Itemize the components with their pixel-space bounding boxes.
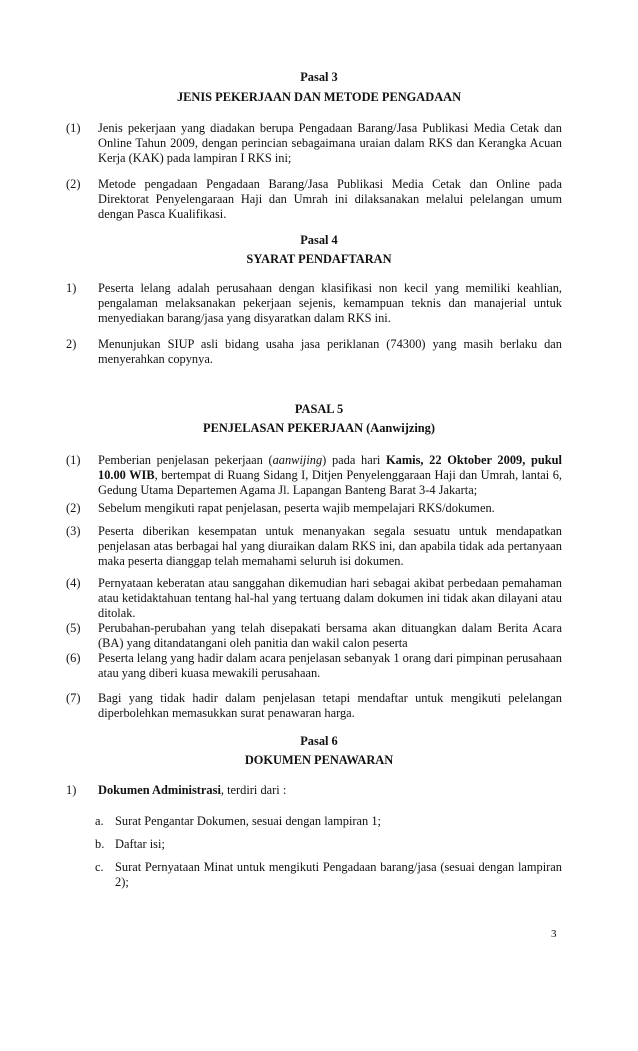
pasal-5-label: PASAL 5 xyxy=(294,402,344,416)
item-number: 1) xyxy=(66,281,77,295)
subitem-letter: a. xyxy=(95,814,104,828)
pasal-5-item-1 xyxy=(66,453,562,499)
item-text: Jenis pekerjaan yang diadakan berupa Pengadaan Barang/Jasa Publikasi Media Cetak dan Online Tahun 2009, dengan perincian sebagaimana uraian dalam RKS dan Kerangka Acuan Kerja (KAK) pada lampiran I RKS ini; xyxy=(98,121,562,166)
item-number: (6) xyxy=(66,651,81,665)
item-number: 1) xyxy=(66,783,77,797)
item-number: 2) xyxy=(66,337,77,351)
pasal-6-subitem-c xyxy=(95,860,562,890)
item-text: Pemberian penjelasan pekerjaan (aanwijing) pada hari Kamis, 22 Oktober 2009, pukul 10.00 WIB, bertempat di Ruang Sidang I, Ditjen Penyelenggaraan Haji dan Umrah, lantai 6, Gedung Utama Departemen Agama Jl. Lapangan Banteng Barat 3-4 Jakarta; xyxy=(98,453,562,498)
pasal-4-label: Pasal 4 xyxy=(300,233,338,247)
pasal-3-label: Pasal 3 xyxy=(300,70,338,84)
item-text: Dokumen Administrasi, terdiri dari : xyxy=(98,783,287,797)
pasal-5-item-5 xyxy=(66,621,562,651)
item-number: (5) xyxy=(66,621,81,635)
item-text: Peserta lelang adalah perusahaan dengan klasifikasi non kecil yang memiliki keahlian, pengalaman melaksanakan pekerjaan sejenis, kemampuan teknis dan manajerial untuk menyediakan barang/jasa yang disyaratkan dalam RKS ini. xyxy=(98,281,562,326)
page-number: 3 xyxy=(551,928,557,940)
item-text: Peserta diberikan kesempatan untuk menanyakan segala sesuatu untuk mendapatkan penjelasan atas berbagai hal yang diuraikan dalam RKS ini, dan apabila tidak ada pertanyaan maka peserta dianggap telah memahami seluruh isi dokumen. xyxy=(98,524,562,569)
item-text: Pernyataan keberatan atau sanggahan dikemudian hari sebagai akibat perbedaan pemahaman atau ketidaktahuan tentang hal-hal yang tertuang dalam dokumen ini tidak akan dilayani atau ditolak. xyxy=(98,576,562,621)
pasal-4-item-1 xyxy=(66,281,562,327)
pasal-6-label: Pasal 6 xyxy=(300,734,338,748)
item-number: (2) xyxy=(66,501,81,515)
pasal-5-title: PENJELASAN PEKERJAAN (Aanwijzing) xyxy=(203,421,435,435)
pasal-3-title: JENIS PEKERJAAN DAN METODE PENGADAAN xyxy=(176,90,462,104)
subitem-text: Surat Pengantar Dokumen, sesuai dengan lampiran 1; xyxy=(115,814,381,828)
subitem-text: Daftar isi; xyxy=(115,837,165,851)
subitem-letter: b. xyxy=(95,837,105,851)
item-number: (4) xyxy=(66,576,81,590)
item-text: Bagi yang tidak hadir dalam penjelasan tetapi mendaftar untuk mengikuti pelelangan diperbolehkan memasukkan surat penawaran harga. xyxy=(98,691,562,721)
item-number: (2) xyxy=(66,177,81,191)
pasal-5-item-6 xyxy=(66,651,562,681)
item-text: Sebelum mengikuti rapat penjelasan, peserta wajib mempelajari RKS/dokumen. xyxy=(98,501,495,515)
pasal-6-subitem-a xyxy=(95,814,562,829)
pasal-5-item-7 xyxy=(66,691,562,721)
subitem-letter: c. xyxy=(95,860,104,874)
item-number: (3) xyxy=(66,524,81,538)
item-text: Peserta lelang yang hadir dalam acara penjelasan sebanyak 1 orang dari pimpinan perusahaan atau yang diberi kuasa mewakili perusahaan. xyxy=(98,651,562,681)
item-text: Perubahan-perubahan yang telah disepakati bersama akan dituangkan dalam Berita Acara (BA) yang ditandatangani oleh panitia dan wakil calon peserta xyxy=(98,621,562,651)
pasal-4-item-2 xyxy=(66,337,562,367)
pasal-6-item-1 xyxy=(66,783,562,798)
pasal-6-title: DOKUMEN PENAWARAN xyxy=(244,753,394,767)
pasal-4-title: SYARAT PENDAFTARAN xyxy=(246,252,392,266)
pasal-5-item-4 xyxy=(66,576,562,622)
item-number: (1) xyxy=(66,121,81,135)
pasal-6-subitem-b xyxy=(95,837,562,852)
pasal-5-item-3 xyxy=(66,524,562,570)
subitem-text: Surat Pernyataan Minat untuk mengikuti Pengadaan barang/jasa (sesuai dengan lampiran 2); xyxy=(115,860,562,890)
pasal-5-item-2 xyxy=(66,501,562,516)
pasal-3-item-2 xyxy=(66,177,562,223)
item-number: (7) xyxy=(66,691,81,705)
item-number: (1) xyxy=(66,453,81,467)
item-text: Menunjukan SIUP asli bidang usaha jasa periklanan (74300) yang masih berlaku dan menyerahkan copynya. xyxy=(98,337,562,367)
item-text: Metode pengadaan Pengadaan Barang/Jasa Publikasi Media Cetak dan Online pada Direktorat Penyelengaraan Haji dan Umrah ini dilaksanakan melalui pelelangan umum dengan Pasca Kualifikasi. xyxy=(98,177,562,222)
pasal-3-item-1 xyxy=(66,121,562,167)
